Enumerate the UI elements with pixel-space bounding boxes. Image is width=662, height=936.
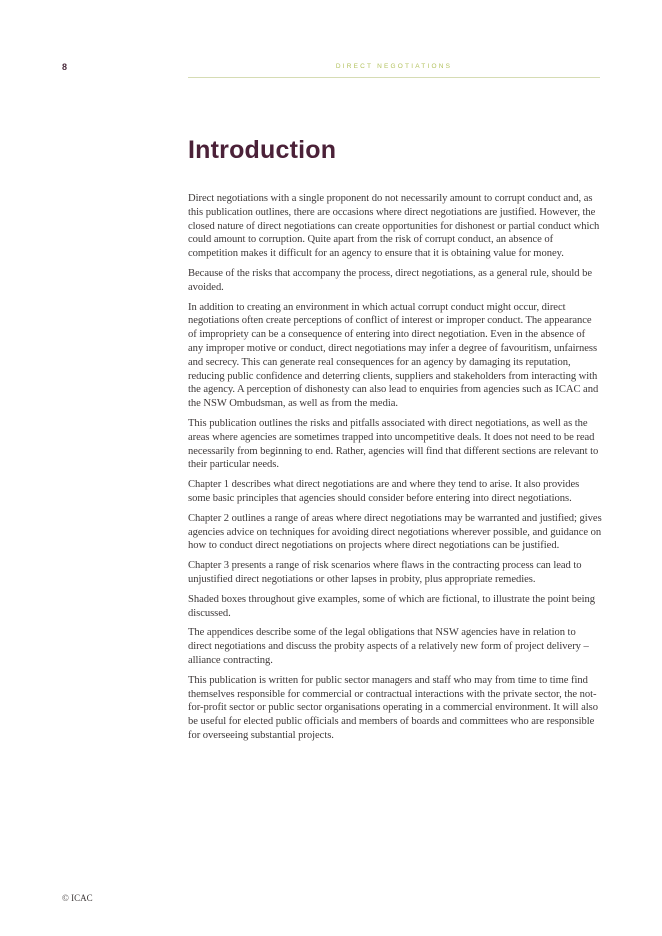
- running-header: DIRECT NEGOTIATIONS: [335, 63, 453, 70]
- paragraph: Chapter 3 presents a range of risk scenarios where flaws in the contracting process can lead to unjustified direct negotiations or other lapses in probity, plus appropriate remedies.: [188, 560, 582, 585]
- paragraph: This publication is written for public sector managers and staff who may from time to time find themselves responsible for commercial or contractual interactions with the private sector, the not-for-profit sector or public sector organisations operating in a commercial environment. It will also be useful for elected public officials and members of boards and committees who are responsible for overseeing substantial projects.: [188, 674, 598, 741]
- paragraph: Because of the risks that accompany the process, direct negotiations, as a general rule, should be avoided.: [188, 267, 593, 293]
- paragraph: Shaded boxes throughout give examples, some of which are fictional, to illustrate the point being discussed.: [188, 593, 596, 619]
- paragraph: Chapter 1 describes what direct negotiations are and where they tend to arise. It also provides some basic principles that agencies should consider before entering into direct negotiations.: [188, 479, 580, 504]
- paragraph: Direct negotiations with a single proponent do not necessarily amount to corrupt conduct and, as this publication outlines, there are occasions where direct negotiations are justified. However, the closed nature of direct negotiations can create opportunities for dishonest or partial conduct which could amount to corruption. Quite apart from the risk of corrupt conduct, an absence of competition makes it difficult for an agency to ensure that it is obtaining value for money.: [188, 193, 600, 260]
- paragraph: In addition to creating an environment in which actual corrupt conduct might occur, direct negotiations often create perceptions of conflict of interest or improper conduct. The appearance of impropriety can be a consequence of entering into direct negotiation. Even in the absence of any improper motive or conduct, direct negotiations may infer a degree of favouritism, unfairness and secrecy. This can generate real consequences for an agency by damaging its reputation, reducing public confidence and deterring clients, suppliers and stakeholders from interacting with the agency. A perception of dishonesty can also lead to enquiries from agencies such as ICAC and the NSW Ombudsman, as well as from the media.: [188, 301, 599, 410]
- copyright-footer: © ICAC: [62, 893, 93, 903]
- paragraph: Chapter 2 outlines a range of areas where direct negotiations may be warranted and justified; gives agencies advice on techniques for avoiding direct negotiations wherever possible, and guidance on how to conduct direct negotiations on projects where direct negotiations can be justified.: [188, 512, 602, 552]
- page-number: 8: [62, 62, 68, 72]
- header-divider: [188, 77, 600, 78]
- paragraph: The appendices describe some of the legal obligations that NSW agencies have in relation to direct negotiations and discuss the probity aspects of a relatively new form of project delivery – alliance contracting.: [188, 627, 589, 666]
- paragraph: This publication outlines the risks and pitfalls associated with direct negotiations, as well as the areas where agencies are sometimes trapped into uncompetitive deals. It does not need to be read necessarily from beginning to end. Rather, agencies will find that different sections are relevant to their particular needs.: [188, 417, 599, 471]
- body-text: [188, 192, 602, 749]
- page-title: Introduction: [188, 136, 337, 164]
